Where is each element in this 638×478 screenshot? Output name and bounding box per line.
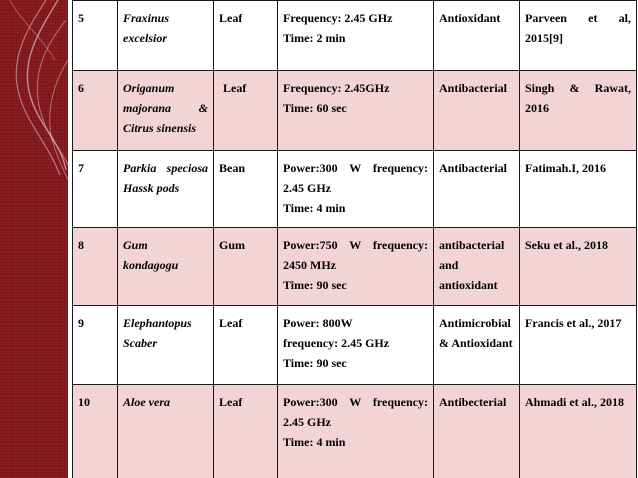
row-number: 5 bbox=[73, 1, 118, 71]
swirl-decoration bbox=[0, 0, 68, 478]
conditions-cell bbox=[278, 228, 434, 306]
table-container bbox=[72, 0, 638, 478]
table-row bbox=[73, 306, 637, 385]
condition-line: Power: 800W bbox=[283, 316, 353, 330]
reference: Fatimah.I, 2016 bbox=[520, 151, 637, 228]
condition-line: Time: 90 sec bbox=[283, 278, 347, 292]
condition-line: Power:300 W frequency: 2.45 GHz bbox=[283, 161, 428, 195]
reference: Singh & Rawat, 2016 bbox=[520, 71, 637, 151]
condition-line: Power:300 W frequency: 2.45 GHz bbox=[283, 395, 428, 429]
condition-line: Time: 4 min bbox=[283, 435, 346, 449]
row-number: 10 bbox=[73, 385, 118, 478]
plant-part: Leaf bbox=[214, 385, 278, 478]
condition-line: Time: 60 sec bbox=[283, 101, 347, 115]
plant-part: Leaf bbox=[214, 71, 278, 151]
plant-name: Elephantopus Scaber bbox=[118, 306, 214, 385]
plant-name: Parkia speciosa Hassk pods bbox=[118, 151, 214, 228]
row-number: 6 bbox=[73, 71, 118, 151]
row-number: 7 bbox=[73, 151, 118, 228]
reference: Francis et al., 2017 bbox=[520, 306, 637, 385]
condition-line: Frequency: 2.45GHz bbox=[283, 81, 390, 95]
activity: antibacterial and antioxidant bbox=[434, 228, 520, 306]
plant-part: Leaf bbox=[214, 306, 278, 385]
condition-line: Time: 2 min bbox=[283, 31, 346, 45]
conditions-cell bbox=[278, 306, 434, 385]
table-row bbox=[73, 385, 637, 478]
plant-name: Aloe vera bbox=[118, 385, 214, 478]
reference: Ahmadi et al., 2018 bbox=[520, 385, 637, 478]
results-table bbox=[72, 0, 637, 478]
condition-line: frequency: 2.45 GHz bbox=[283, 336, 390, 350]
plant-part: Bean bbox=[214, 151, 278, 228]
reference: Seku et al., 2018 bbox=[520, 228, 637, 306]
condition-line: Time: 4 min bbox=[283, 201, 346, 215]
activity: Antioxidant bbox=[434, 1, 520, 71]
activity: Antibecterial bbox=[434, 385, 520, 478]
row-number: 8 bbox=[73, 228, 118, 306]
table-row bbox=[73, 1, 637, 71]
activity: Antibacterial bbox=[434, 151, 520, 228]
decorative-side-panel bbox=[0, 0, 68, 478]
condition-line: Frequency: 2.45 GHz bbox=[283, 11, 393, 25]
plant-part: Leaf bbox=[214, 1, 278, 71]
table-row bbox=[73, 151, 637, 228]
reference: Parveen et al, 2015[9] bbox=[520, 1, 637, 71]
table-row bbox=[73, 71, 637, 151]
condition-line: Time: 90 sec bbox=[283, 356, 347, 370]
plant-name: Origanum majorana & Citrus sinensis bbox=[118, 71, 214, 151]
activity: Antibacterial bbox=[434, 71, 520, 151]
plant-name: Fraxinus excelsior bbox=[118, 1, 214, 71]
plant-part: Gum bbox=[214, 228, 278, 306]
condition-line: Power:750 W frequency: 2450 MHz bbox=[283, 238, 428, 272]
row-number: 9 bbox=[73, 306, 118, 385]
conditions-cell bbox=[278, 71, 434, 151]
plant-name: Gum kondagogu bbox=[118, 228, 214, 306]
conditions-cell bbox=[278, 151, 434, 228]
conditions-cell bbox=[278, 1, 434, 71]
activity: Antimicrobial & Antioxidant bbox=[434, 306, 520, 385]
conditions-cell bbox=[278, 385, 434, 478]
table-row bbox=[73, 228, 637, 306]
